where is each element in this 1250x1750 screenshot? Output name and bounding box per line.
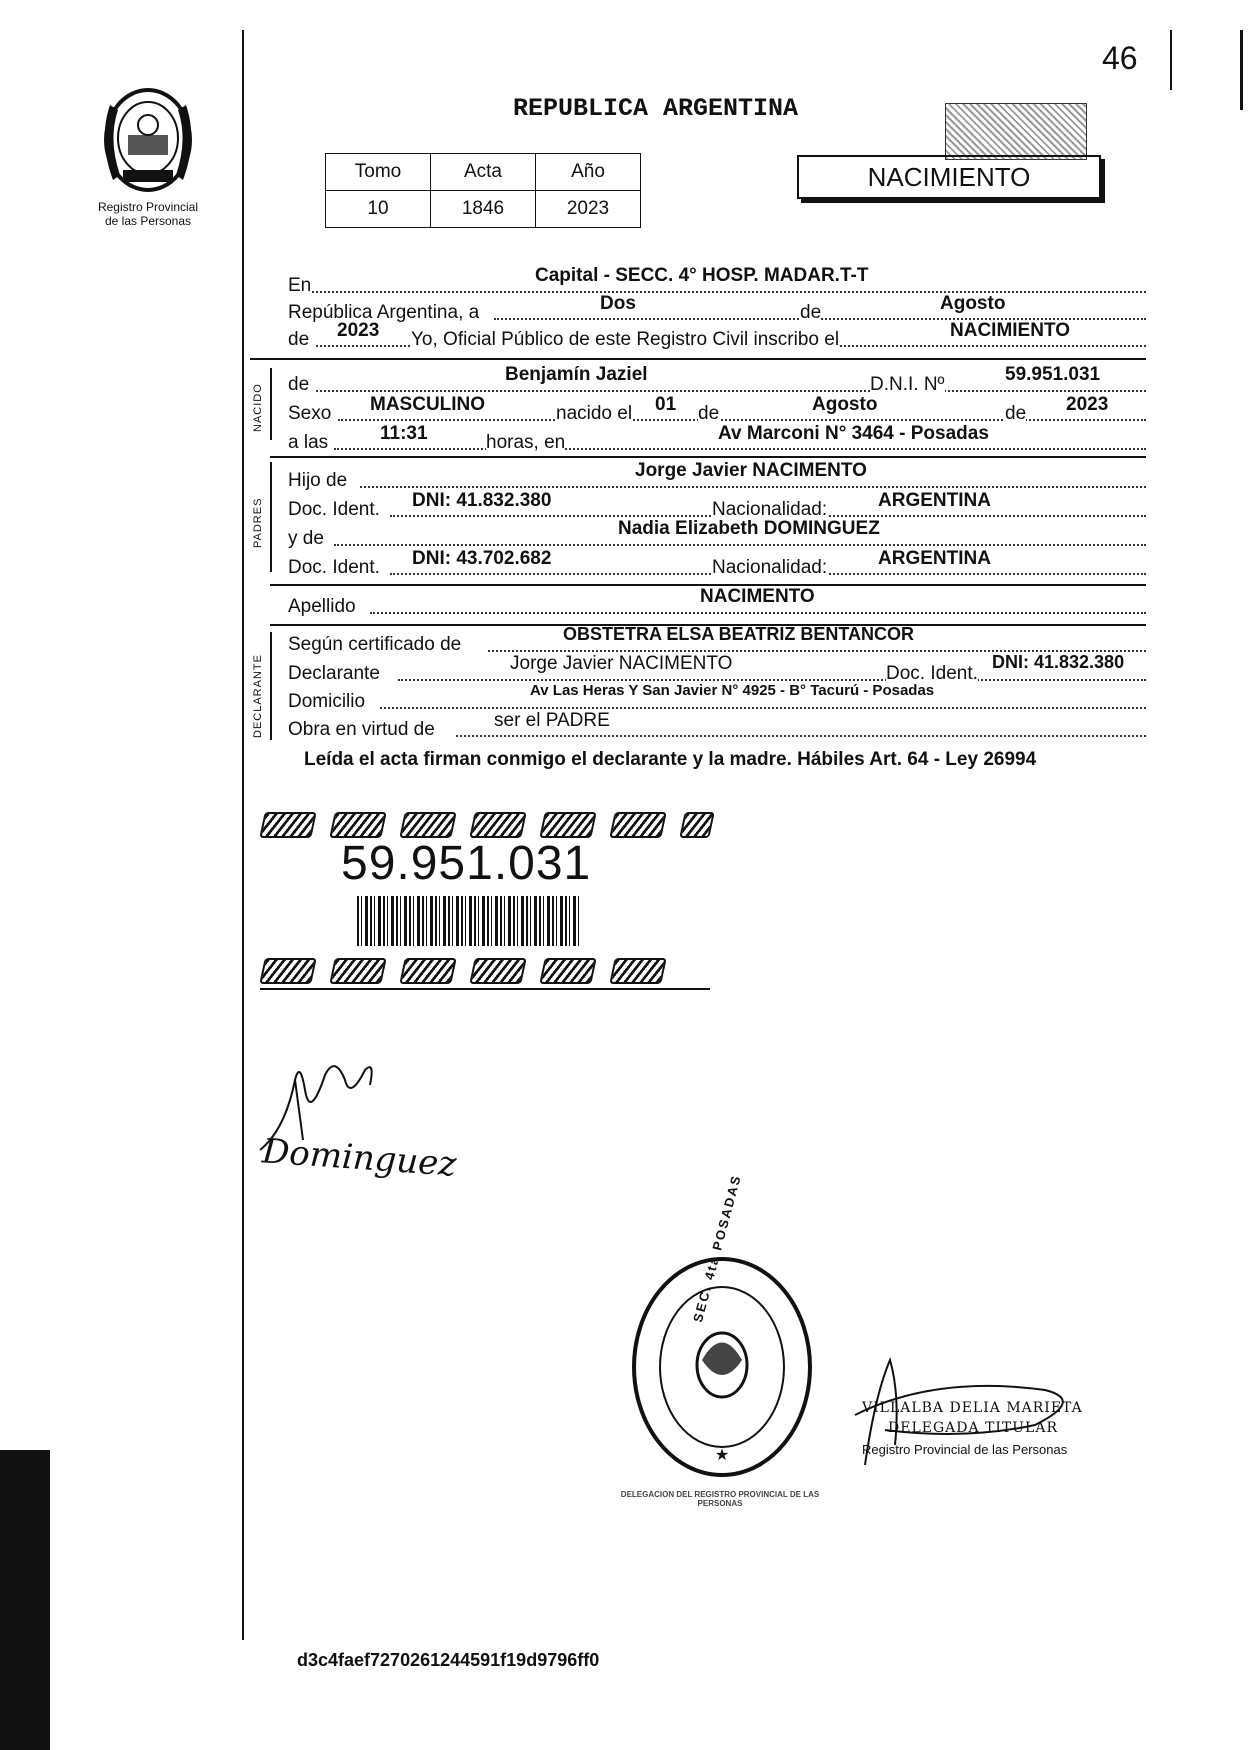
label-y-de: y de xyxy=(288,528,324,549)
label-horas-en: horas, en xyxy=(486,432,566,453)
value-madre-nac: ARGENTINA xyxy=(878,548,991,569)
fiscal-stamp-icon xyxy=(945,103,1087,160)
dni-large: 59.951.031 xyxy=(341,837,592,890)
value-sexo: MASCULINO xyxy=(370,394,486,415)
barcode-icon xyxy=(357,896,579,946)
table-cell-anio: 2023 xyxy=(536,191,641,228)
label-nac-madre: Nacionalidad: xyxy=(712,557,828,578)
value-hora: 11:31 xyxy=(380,423,428,444)
security-pattern-bottom xyxy=(262,958,664,984)
left-margin-line xyxy=(242,30,244,1640)
label-de-mes: de xyxy=(800,302,822,323)
label-domicilio: Domicilio xyxy=(288,691,366,712)
bracket-nacido xyxy=(270,368,272,440)
value-domicilio: Av Las Heras Y San Javier N° 4925 - B° Tacurú - Posadas xyxy=(530,682,935,699)
label-hijo-de: Hijo de xyxy=(288,470,348,491)
value-declarante-doc: DNI: 41.832.380 xyxy=(992,652,1125,672)
official-round-stamp xyxy=(630,1255,815,1480)
label-republica: República Argentina, a xyxy=(288,302,480,323)
table-header-acta: Acta xyxy=(431,154,536,191)
signature-name: Dominguez xyxy=(260,1131,458,1185)
provincial-seal-icon xyxy=(88,80,208,200)
table-header-tomo: Tomo xyxy=(326,154,431,191)
dots-padre xyxy=(360,486,1146,488)
pattern-baseline xyxy=(260,988,710,990)
label-doc-madre: Doc. Ident. xyxy=(288,557,380,578)
value-tipo: NACIMIENTO xyxy=(950,320,1070,341)
registry-table xyxy=(325,153,641,228)
closing-text: Leída el acta firman conmigo el declarante y la madre. Hábiles Art. 64 - Ley 26994 xyxy=(304,749,1037,770)
value-nacido-dia: 01 xyxy=(655,394,677,415)
page-number: 46 xyxy=(1102,40,1138,76)
dots-hora xyxy=(334,448,1146,450)
label-de-anio2: de xyxy=(1005,403,1027,424)
right-margin-line xyxy=(1170,30,1172,90)
bracket-padres xyxy=(270,462,272,572)
value-certificado: OBSTETRA ELSA BEATRIZ BENTANCOR xyxy=(563,624,914,644)
dots-declarante xyxy=(398,679,1146,681)
table-cell-acta: 1846 xyxy=(431,191,536,228)
stamp-ring-text: DELEGACION DEL REGISTRO PROVINCIAL DE LAS PERSONAS xyxy=(620,1490,820,1508)
value-padre: Jorge Javier NACIMENTO xyxy=(635,460,867,481)
dots-domicilio xyxy=(380,707,1146,709)
value-obra: ser el PADRE xyxy=(494,710,610,731)
official-office: Registro Provincial de las Personas xyxy=(862,1442,1068,1457)
page-title: REPUBLICA ARGENTINA xyxy=(513,94,799,123)
side-label-nacido: NACIDO xyxy=(252,383,264,432)
value-anio: 2023 xyxy=(337,320,380,341)
value-nombre: Benjamín Jaziel xyxy=(505,364,648,385)
dots-obra xyxy=(456,735,1146,737)
svg-text:★: ★ xyxy=(714,1447,730,1464)
logo-caption-1: Registro Provincial xyxy=(97,200,199,214)
side-label-padres: PADRES xyxy=(252,497,264,548)
label-obra-virtud: Obra en virtud de xyxy=(288,719,435,740)
value-lugar-nacimiento: Av Marconi N° 3464 - Posadas xyxy=(718,423,989,444)
table-header-anio: Año xyxy=(536,154,641,191)
official-role: DELEGADA TITULAR xyxy=(888,1420,1058,1436)
label-nacido-el: nacido el xyxy=(556,403,633,424)
official-name: VILLALBA DELIA MARIETA xyxy=(862,1400,1083,1416)
registry-logo xyxy=(88,80,208,200)
document-hash: d3c4faef7270261244591f19d9796ff0 xyxy=(297,1650,600,1670)
bracket-declarante xyxy=(270,632,272,740)
label-yo-oficial: Yo, Oficial Público de este Registro Civil inscribo el xyxy=(411,329,840,350)
security-pattern-top xyxy=(262,812,712,838)
dots-nombre xyxy=(316,390,1146,392)
value-mes: Agosto xyxy=(940,293,1006,314)
logo-caption-2: de las Personas xyxy=(104,214,192,228)
value-declarante: Jorge Javier NACIMENTO xyxy=(510,653,733,674)
label-nac-padre: Nacionalidad: xyxy=(712,499,828,520)
dots-madre xyxy=(334,544,1146,546)
side-label-declarante: DECLARANTE xyxy=(252,654,264,738)
label-de-nombre: de xyxy=(288,374,310,395)
label-en: En xyxy=(288,275,312,296)
round-stamp-icon xyxy=(630,1255,815,1480)
label-apellido: Apellido xyxy=(288,596,356,617)
label-de-mes2: de xyxy=(698,403,720,424)
dots-en xyxy=(312,291,1146,293)
value-lugar: Capital - SECC. 4° HOSP. MADAR.T-T xyxy=(535,265,869,286)
dots-apellido xyxy=(370,612,1146,614)
value-apellido: NACIMENTO xyxy=(700,586,815,607)
value-padre-doc: DNI: 41.832.380 xyxy=(412,490,552,511)
label-dni: D.N.I. Nº xyxy=(870,374,945,395)
separator-1 xyxy=(250,358,1146,360)
value-dni: 59.951.031 xyxy=(1005,364,1101,385)
label-doc-declarante: Doc. Ident. xyxy=(886,663,978,684)
right-edge-mark xyxy=(1240,30,1243,110)
separator-2 xyxy=(270,456,1146,458)
value-madre: Nadia Elizabeth DOMINGUEZ xyxy=(618,518,880,539)
value-padre-nac: ARGENTINA xyxy=(878,490,991,511)
doc-type-label: NACIMIENTO xyxy=(867,162,1031,192)
label-a-las: a las xyxy=(288,432,329,453)
left-edge-bar xyxy=(0,1450,50,1750)
label-declarante: Declarante xyxy=(288,663,380,684)
value-nacido-mes: Agosto xyxy=(812,394,878,415)
label-sexo: Sexo xyxy=(288,403,332,424)
label-doc-padre: Doc. Ident. xyxy=(288,499,380,520)
label-de-anio: de xyxy=(288,329,310,350)
table-cell-tomo: 10 xyxy=(326,191,431,228)
value-dia: Dos xyxy=(600,293,636,314)
doc-type-box xyxy=(797,155,1101,199)
stamp-inner-text: SEC. 4ta POSADAS xyxy=(690,1172,744,1324)
value-madre-doc: DNI: 43.702.682 xyxy=(412,548,552,569)
value-nacido-anio: 2023 xyxy=(1066,394,1109,415)
label-segun-cert: Según certificado de xyxy=(288,634,462,655)
